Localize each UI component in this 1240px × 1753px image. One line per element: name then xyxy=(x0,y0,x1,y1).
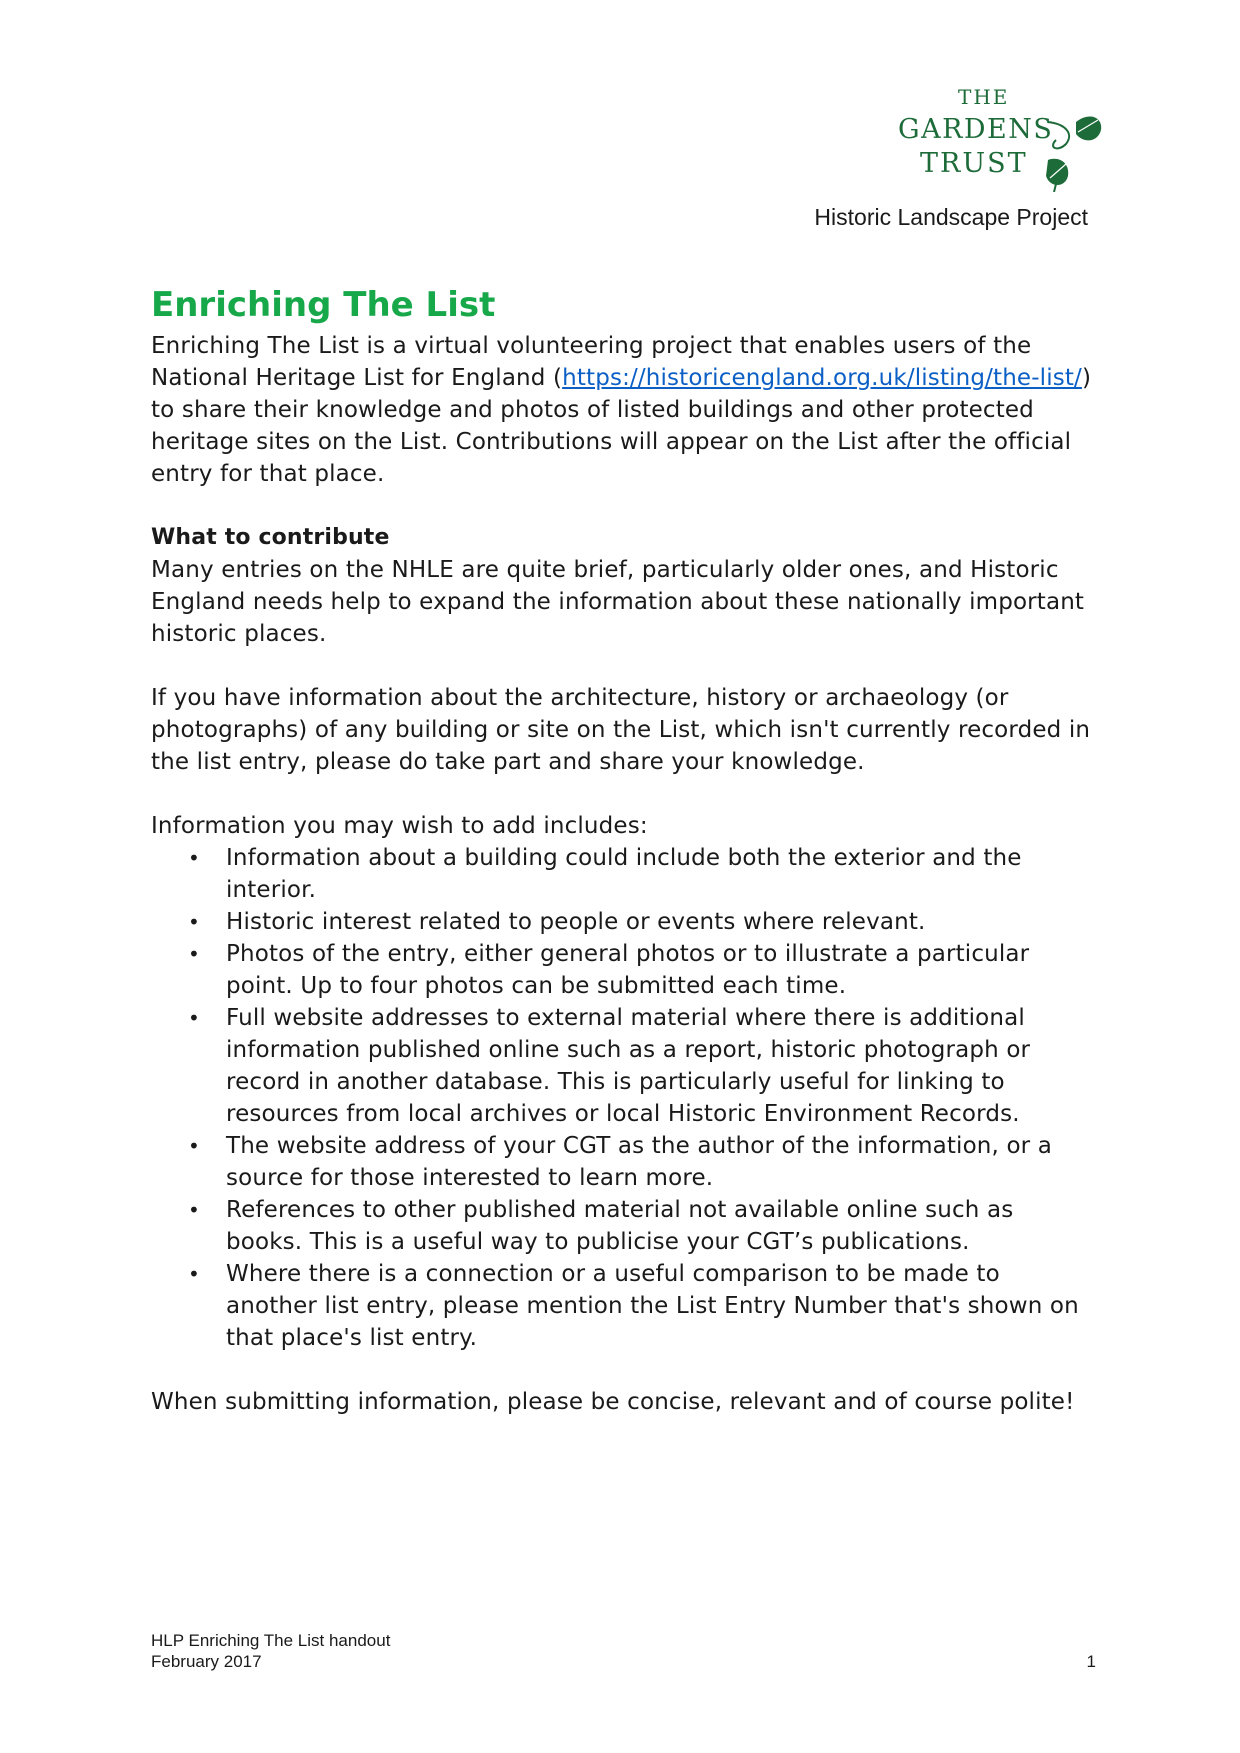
footer-date: February 2017 xyxy=(151,1652,262,1671)
list-item: • References to other published material not available online such as books. This is a useful way to publicise your CGT’s publications. xyxy=(226,1194,1096,1258)
list-item: • Where there is a connection or a useful comparison to be made to another list entry, please mention the List Entry Number that's shown on that place's list entry. xyxy=(226,1258,1096,1354)
list-item: • Historic interest related to people or events where relevant. xyxy=(226,906,1096,938)
document-body xyxy=(151,284,1096,1418)
page-footer xyxy=(151,1630,1096,1672)
project-label: Historic Landscape Project xyxy=(814,204,1088,230)
page-number: 1 xyxy=(1086,1652,1096,1671)
contribution-list xyxy=(151,842,1096,1354)
intro-text-start: Enriching The List is a virtual volunteering project that enables users of the National Heritage List for England ( xyxy=(151,333,1032,391)
list-item: • Full website addresses to external material where there is additional information published online such as a report, historic photograph or record in another database. This is particularly useful for linking to resources from local archives or local Historic Environment Records. xyxy=(226,1002,1096,1130)
logo-line-the: THE xyxy=(958,85,1010,109)
list-item: • Photos of the entry, either general photos or to illustrate a particular point. Up to four photos can be submitted each time. xyxy=(226,938,1096,1002)
logo-line-trust: TRUST xyxy=(920,148,1028,179)
intro-paragraph xyxy=(151,330,1096,490)
gardens-trust-logo-graphic xyxy=(898,82,1113,192)
list-item: • The website address of your CGT as the author of the information, or a source for those interested to learn more. xyxy=(226,1130,1096,1194)
nhle-link[interactable]: https://historicengland.org.uk/listing/the-list/ xyxy=(562,365,1082,391)
paragraph-share-knowledge: If you have information about the architecture, history or archaeology (or photographs) of any building or site on the List, which isn't currently recorded in the list entry, please do take part and share your knowledge. xyxy=(151,685,1091,775)
logo-line-gardens: GARDENS xyxy=(898,114,1054,145)
gardens-trust-logo xyxy=(898,82,1113,192)
closing-paragraph: When submitting information, please be concise, relevant and of course polite! xyxy=(151,1389,1075,1415)
footer-document-name: HLP Enriching The List handout xyxy=(151,1631,391,1650)
list-item: • Information about a building could include both the exterior and the interior. xyxy=(226,842,1096,906)
intro-text-end: ) to share their knowledge and photos of listed buildings and other protected heritage sites on the List. Contributions will appear on the List after the official entry for that place. xyxy=(151,365,1092,487)
list-intro: Information you may wish to add includes: xyxy=(151,813,648,839)
page-title: Enriching The List xyxy=(151,285,496,325)
paragraph-nhle-brief: Many entries on the NHLE are quite brief, particularly older ones, and Historic England needs help to expand the information about these nationally important historic places. xyxy=(151,557,1085,647)
section-heading: What to contribute xyxy=(151,525,390,550)
